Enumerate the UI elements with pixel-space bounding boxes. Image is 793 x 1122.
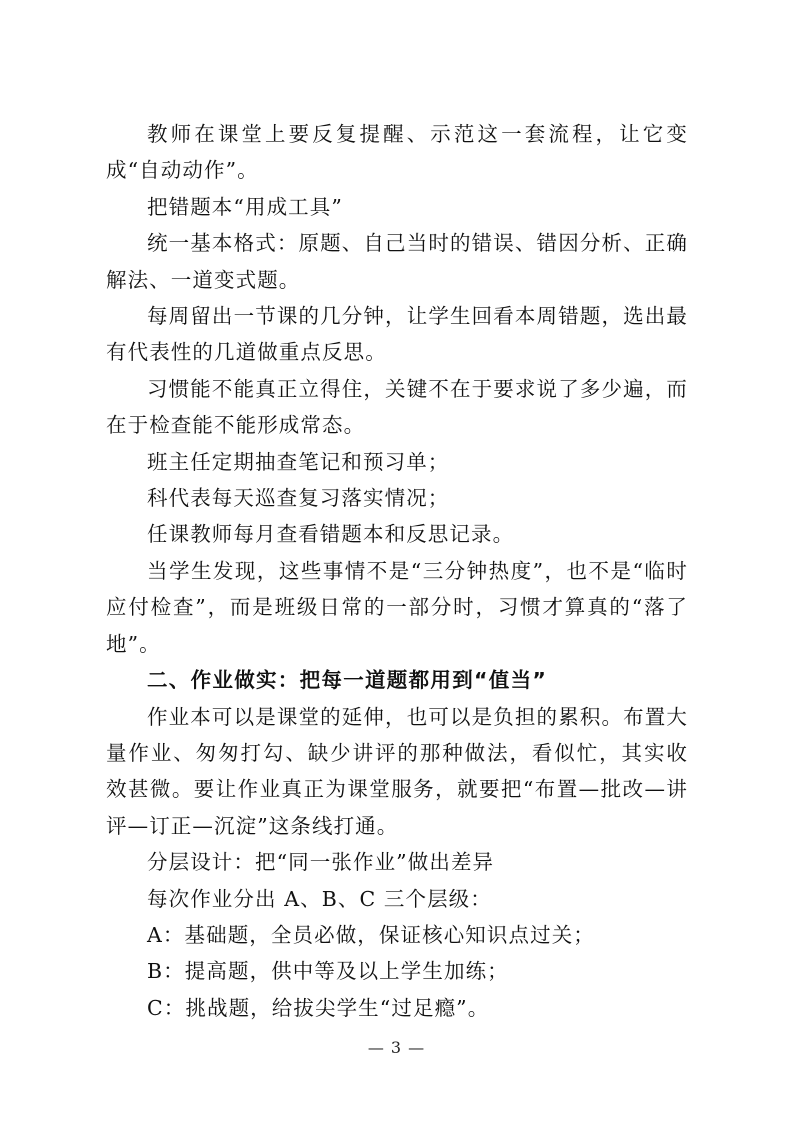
section-heading: 二、作业做实：把每一道题都用到“值当” bbox=[147, 668, 548, 693]
paragraph: 科代表每天巡查复习落实情况； bbox=[147, 486, 450, 511]
paragraph: 统一基本格式：原题、自己当时的错误、错因分析、正确解法、一道变式题。 bbox=[106, 231, 688, 292]
paragraph: 教师在课堂上要反复提醒、示范这一套流程，让它变成“自动动作”。 bbox=[106, 122, 688, 183]
paragraph: 把错题本“用成工具” bbox=[147, 194, 343, 219]
paragraph: 任课教师每月查看错题本和反思记录。 bbox=[147, 522, 515, 547]
paragraph: 分层设计：把“同一张作业”做出差异 bbox=[147, 850, 495, 875]
document-body bbox=[106, 116, 688, 1026]
paragraph: A：基础题，全员必做，保证核心知识点过关； bbox=[147, 922, 595, 947]
paragraph: C：挑战题，给拔尖学生“过足瘾”。 bbox=[147, 995, 490, 1020]
paragraph: 作业本可以是课堂的延伸，也可以是负担的累积。布置大量作业、匆匆打勾、缺少讲评的那种做法，看似忙，其实收效甚微。要让作业真正为课堂服务，就要把“布置—批改—讲评—订正—沉淀”这条线打通。 bbox=[106, 704, 688, 838]
paragraph: 每次作业分出 A、B、C 三个层级： bbox=[147, 886, 492, 911]
page-number: — 3 — bbox=[367, 1038, 426, 1057]
paragraph: 班主任定期抽查笔记和预习单； bbox=[147, 449, 450, 474]
paragraph: 当学生发现，这些事情不是“三分钟热度”，也不是“临时应付检查”，而是班级日常的一部分时，习惯才算真的“落了地”。 bbox=[106, 558, 688, 656]
paragraph: 每周留出一节课的几分钟，让学生回看本周错题，选出最有代表性的几道做重点反思。 bbox=[106, 304, 688, 365]
paragraph: B：提高题，供中等及以上学生加练； bbox=[147, 959, 509, 984]
paragraph: 习惯能不能真正立得住，关键不在于要求说了多少遍，而在于检查能不能形成常态。 bbox=[106, 376, 688, 438]
